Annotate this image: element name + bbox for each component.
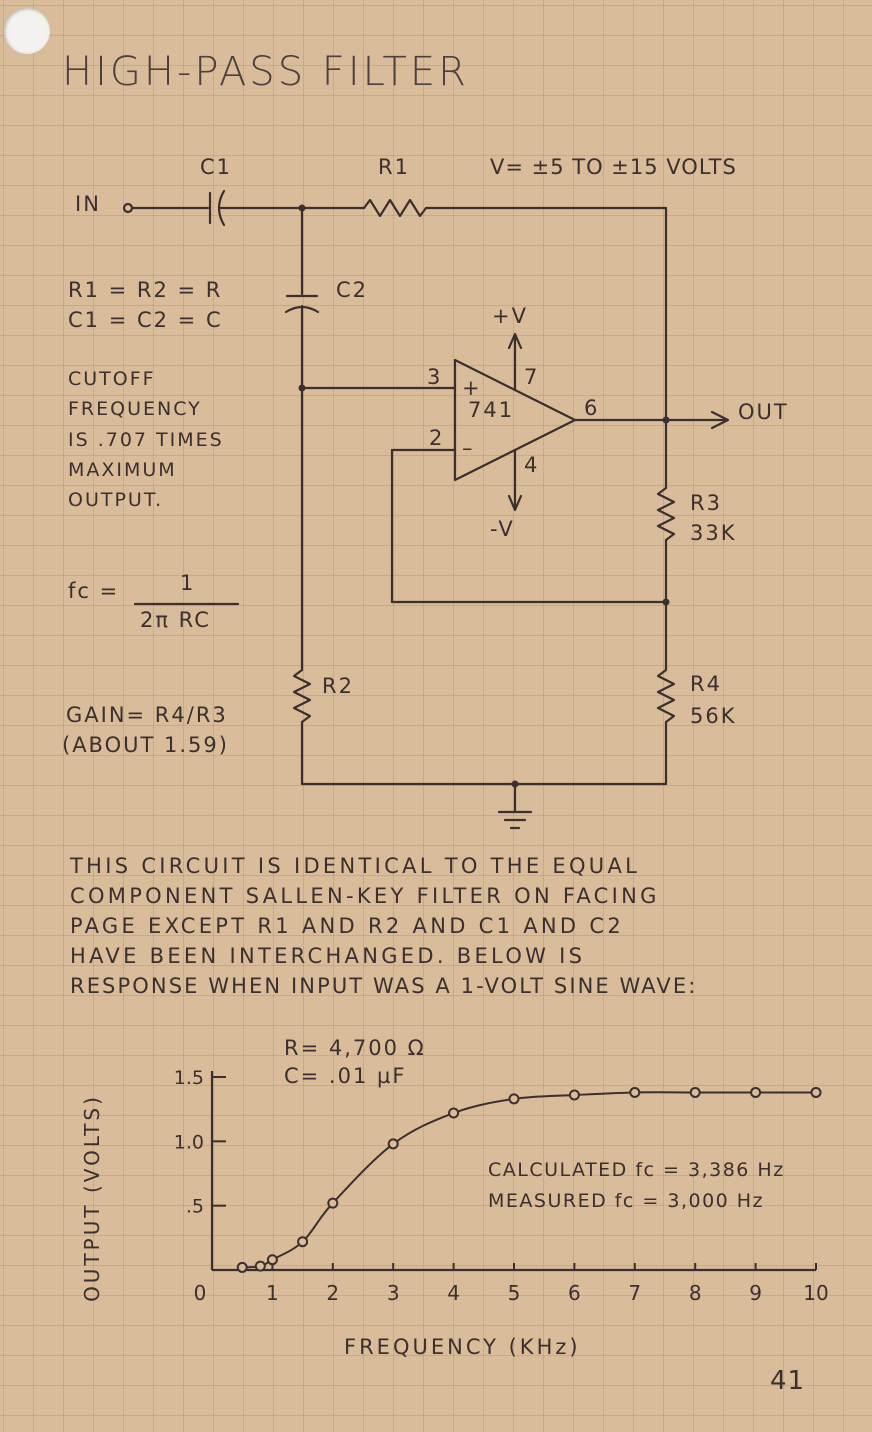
response-curve	[242, 1092, 816, 1267]
description-line: HAVE BEEN INTERCHANGED. BELOW IS	[70, 944, 586, 968]
r-value-note: R= 4,700 Ω	[284, 1036, 426, 1060]
x-tick-label: 0	[193, 1281, 207, 1305]
out-label: OUT	[738, 400, 789, 424]
x-tick-label: 6	[568, 1281, 581, 1305]
cutoff-note-line: MAXIMUM	[68, 459, 177, 481]
y-tick-label: 1.0	[173, 1131, 204, 1154]
data-point	[298, 1237, 307, 1246]
description-line: RESPONSE WHEN INPUT WAS A 1-VOLT SINE WAVE:	[70, 974, 698, 998]
x-tick-label: 7	[628, 1281, 642, 1305]
measured-fc-note: MEASURED fc = 3,000 Hz	[488, 1190, 765, 1212]
data-point	[812, 1088, 821, 1097]
x-tick-label: 3	[386, 1281, 400, 1305]
data-point	[751, 1088, 760, 1097]
cutoff-note-line: FREQUENCY	[68, 398, 202, 420]
x-tick-label: 5	[507, 1281, 521, 1305]
x-tick-label: 2	[326, 1281, 340, 1305]
x-tick-label: 9	[749, 1281, 762, 1305]
x-axis-title: FREQUENCY (KHz)	[344, 1335, 581, 1359]
x-tick-label: 10	[803, 1281, 829, 1305]
data-point	[570, 1091, 579, 1100]
resistor-equality-note: R1 = R2 = R	[68, 278, 223, 302]
supply-voltage-label: V= ±5 TO ±15 VOLTS	[490, 155, 737, 179]
pin7-label: 7	[524, 365, 540, 389]
c1-label: C1	[200, 155, 233, 179]
c-value-note: C= .01 µF	[284, 1064, 407, 1088]
y-axis-title: OUTPUT (VOLTS)	[79, 1094, 104, 1302]
minus-input-sign: –	[462, 436, 475, 460]
calculated-fc-note: CALCULATED fc = 3,386 Hz	[488, 1159, 785, 1181]
fc-formula-numerator: 1	[180, 571, 196, 595]
description-line: PAGE EXCEPT R1 AND R2 AND C1 AND C2	[70, 914, 624, 938]
pin6-label: 6	[584, 396, 600, 420]
data-point	[510, 1094, 519, 1103]
opamp-label: 741	[468, 398, 515, 422]
plus-v-label: +V	[492, 304, 528, 328]
fc-formula-denominator: 2π RC	[140, 608, 211, 632]
pin4-label: 4	[524, 453, 540, 477]
pin2-label: 2	[429, 426, 445, 450]
y-tick-label: .5	[185, 1195, 204, 1218]
cutoff-note-line: CUTOFF	[68, 368, 156, 390]
pin3-label: 3	[427, 365, 443, 389]
capacitor-equality-note: C1 = C2 = C	[68, 308, 223, 332]
gain-value: (ABOUT 1.59)	[62, 733, 229, 757]
x-tick-label: 1	[266, 1281, 279, 1305]
fc-formula-label: fc =	[68, 579, 120, 603]
r1-label: R1	[378, 155, 410, 179]
description-line: COMPONENT SALLEN-KEY FILTER ON FACING	[70, 884, 660, 908]
minus-v-label: -V	[490, 517, 515, 541]
c2-label: C2	[336, 278, 369, 302]
y-tick-label: 1.5	[173, 1067, 204, 1089]
in-label: IN	[75, 192, 101, 216]
r3-label: R3	[690, 491, 722, 515]
page-number: 41	[770, 1366, 806, 1396]
data-point	[238, 1263, 247, 1272]
data-point	[630, 1088, 639, 1097]
x-tick-label: 8	[688, 1281, 702, 1305]
r3-value: 33K	[690, 521, 737, 545]
data-point	[256, 1262, 265, 1271]
data-point	[328, 1199, 337, 1208]
r4-value: 56K	[690, 704, 737, 728]
r4-label: R4	[690, 672, 722, 696]
x-tick-label: 4	[447, 1281, 460, 1305]
cutoff-note-line: OUTPUT.	[68, 489, 164, 511]
page-title: HIGH-PASS FILTER	[62, 49, 469, 95]
gain-formula: GAIN= R4/R3	[66, 703, 228, 727]
description-line: THIS CIRCUIT IS IDENTICAL TO THE EQUAL	[70, 854, 641, 878]
data-point	[449, 1109, 458, 1118]
r2-label: R2	[322, 674, 354, 698]
data-point	[691, 1088, 700, 1097]
plus-input-sign: +	[462, 376, 482, 400]
data-point	[268, 1255, 277, 1264]
cutoff-note-line: IS .707 TIMES	[68, 429, 224, 451]
data-point	[389, 1139, 398, 1148]
